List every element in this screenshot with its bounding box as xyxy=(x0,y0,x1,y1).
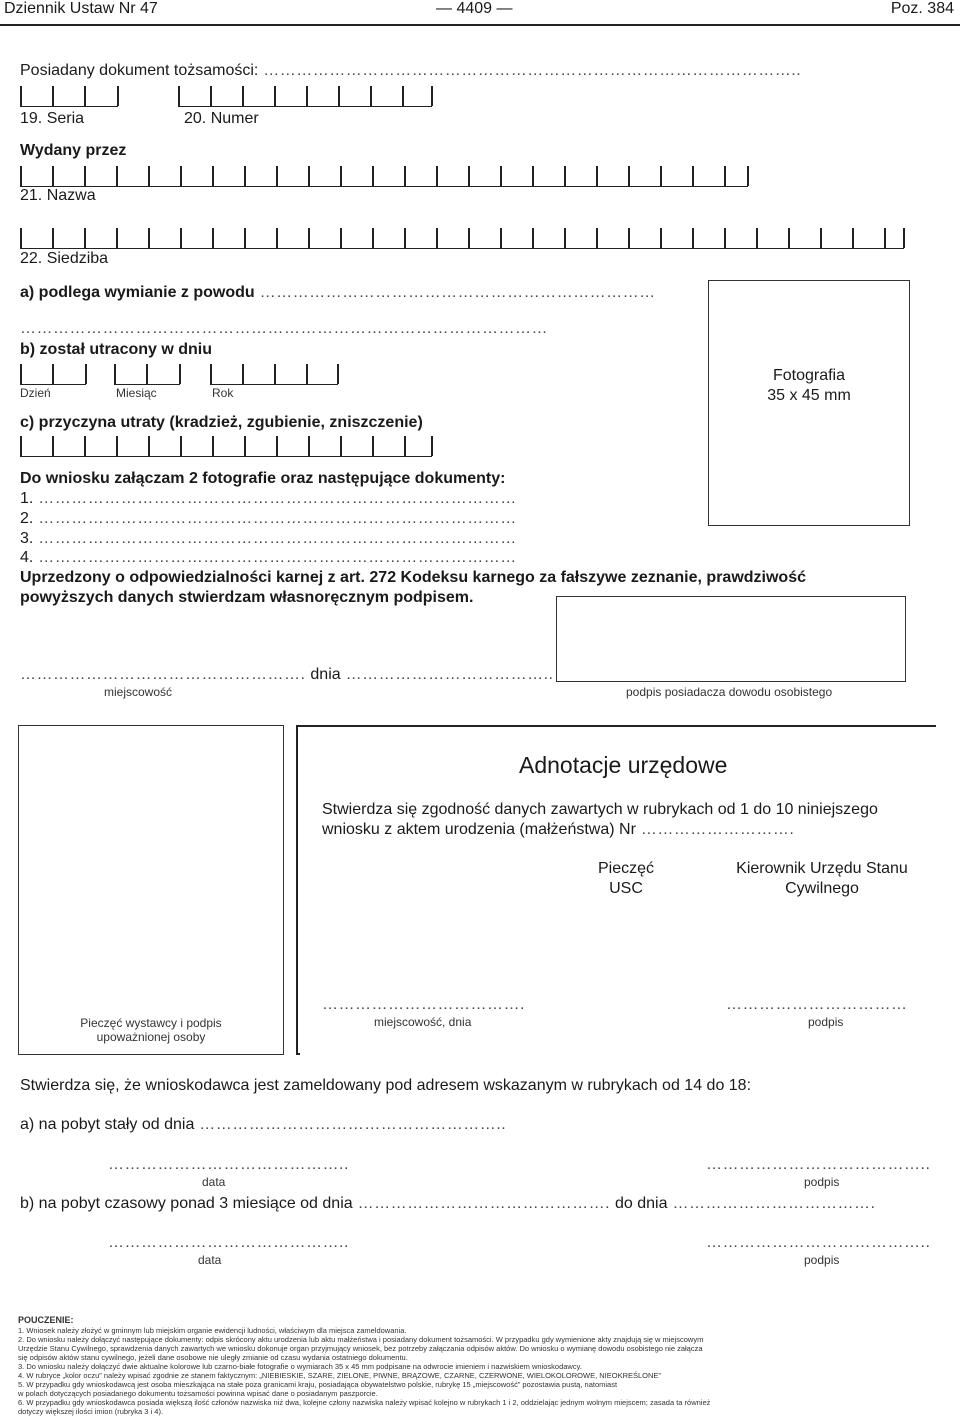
usc-stamp-label: Pieczęć USC xyxy=(597,860,655,897)
number-field[interactable] xyxy=(178,86,432,107)
issuer-name-label: 21. Nazwa xyxy=(20,187,96,204)
liability-warning-line2: powyższych danych stwierdzam własnoręcznym podpisem. xyxy=(20,589,474,606)
page-number: — 4409 — xyxy=(436,0,513,17)
liability-warning-line1: Uprzedzony o odpowiedzialności karnej z art. 272 Kodeksu karnego za fałszywe zeznanie, prawdziwość xyxy=(20,569,806,586)
official-place-date-line[interactable]: ………………………………. xyxy=(322,996,525,1013)
instruction-line: 2. Do wniosku należy dołączyć następujące dokumenty: odpis skrócony aktu urodzenia lub aktu małżeństwa i posiadany dokument tożsamości. W przypadku gdy wymienione akty znajdują się w miejscowym xyxy=(18,1335,704,1344)
issuer-seat-label: 22. Siedziba xyxy=(20,250,109,267)
instruction-line: 3. Do wniosku należy dołączyć dwie aktualne kolorowe lub czarno-białe fotografie o wymiarach 35 x 45 mm podpisane na odwrocie imieniem i nazwiskiem wnioskodawcy. xyxy=(18,1362,582,1371)
instruction-line: 6. W przypadku gdy wnioskodawca posiada większą ilość członów nazwiska niż dwa, kolejne człony nazwiska należy wpisać kolejno w rubrykach 1 i 2, oddzielając jednym wolnym miejscem; zasada ta również xyxy=(18,1398,711,1407)
loss-cause-field[interactable] xyxy=(20,436,432,457)
year-label: Rok xyxy=(212,386,234,400)
instruction-line: 4. W rubryce „kolor oczu” należy wpisać zgodnie ze stanem faktycznym: „NIEBIESKIE, SZARE, ZIELONE, PIWNE, BRĄZOWE, CZARNE, CZERWONE, WIELOKOLOROWE, NIEOKREŚLONE” xyxy=(18,1371,661,1380)
place-date-line[interactable]: ……………………………………………. dnia ……………………………….. xyxy=(20,666,554,683)
compliance-statement-line1: Stwierdza się zgodność danych zawartych w rubrykach od 1 do 10 niniejszego xyxy=(322,801,878,818)
temporary-date-caption: data xyxy=(198,1253,222,1267)
day-label: Dzień xyxy=(20,386,51,400)
instructions-section xyxy=(18,1315,938,1416)
attachments-heading: Do wniosku załączam 2 fotografie oraz następujące dokumenty: xyxy=(20,470,506,487)
registration-statement: Stwierdza się, że wnioskodawca jest zameldowany pod adresem wskazanym w rubrykach od 14 do 18: xyxy=(20,1077,752,1094)
issuer-seat-field[interactable] xyxy=(20,228,904,249)
page-header xyxy=(0,0,960,26)
journal-title: Dziennik Ustaw Nr 47 xyxy=(4,0,158,17)
instructions-heading: POUCZENIE: xyxy=(18,1315,74,1325)
permanent-date-caption: data xyxy=(202,1175,226,1189)
series-label: 19. Seria xyxy=(20,110,85,127)
instruction-line: 5. W przypadku gdy wnioskodawcą jest osoba mieszkająca na stałe poza granicami kraju, posiadająca obywatelstwo polskie, rubrykę 15 „miejscowość” pozostawia pustą, natomiast xyxy=(18,1380,618,1389)
identity-document-label: Posiadany dokument tożsamości: …………………………………………………………………………………….. xyxy=(20,62,802,79)
place-caption: miejscowość xyxy=(104,685,173,699)
registry-head-label: Kierownik Urzędu Stanu Cywilnego xyxy=(736,860,908,897)
compliance-statement-line2[interactable]: wniosku z aktem urodzenia (małżeństwa) Nr ………………………. xyxy=(322,821,795,838)
photo-size: 35 x 45 mm xyxy=(767,387,851,404)
official-annotations-title: Adnotacje urzędowe xyxy=(519,752,728,778)
attachment-item[interactable]: 2. …………………………………………………………………………… xyxy=(20,510,517,527)
attachment-item[interactable]: 4. …………………………………………………………………………… xyxy=(20,549,517,566)
issuer-stamp-caption: Pieczęć wystawcy i podpis upoważnionej osoby xyxy=(80,1016,222,1044)
official-section-bottom-line xyxy=(298,1053,300,1055)
official-section-left-line xyxy=(296,725,298,1055)
attachment-item[interactable]: 3. …………………………………………………………………………… xyxy=(20,530,517,547)
replacement-reason-line[interactable]: …………………………………………………………………………………… xyxy=(20,320,548,337)
temporary-date-line[interactable]: …………………………………….. xyxy=(108,1234,349,1251)
position-number: Poz. 384 xyxy=(890,0,954,17)
official-signature-caption: podpis xyxy=(808,1015,844,1029)
official-section-top-line xyxy=(298,725,936,727)
lost-year-field[interactable] xyxy=(210,364,338,385)
permanent-date-line[interactable]: …………………………………….. xyxy=(108,1156,349,1173)
number-label: 20. Numer xyxy=(184,110,259,127)
loss-cause-label: c) przyczyna utraty (kradzież, zgubienie, zniszczenie) xyxy=(20,414,423,431)
series-field[interactable] xyxy=(20,86,118,107)
lost-day-field[interactable] xyxy=(20,364,86,385)
issuer-name-field[interactable] xyxy=(20,166,748,187)
temporary-signature-line[interactable]: ………………………………….. xyxy=(706,1234,931,1251)
issued-by-heading: Wydany przez xyxy=(20,142,127,159)
instruction-line: Urzędzie Stanu Cywilnego, sprawdzenia danych zawartych we wniosku dokonuje organ przyjmujący wniosek, bez potrzeby załączania odpisów aktów. Do wniosku o wymianę dowodu osobistego nie załącza xyxy=(18,1344,703,1353)
instruction-line: dotyczy większej ilości imion (rubryka 3 i 4). xyxy=(18,1407,164,1416)
lost-date-label: b) został utracony w dniu xyxy=(20,341,213,358)
holder-signature-caption: podpis posiadacza dowodu osobistego xyxy=(626,685,833,699)
attachment-item[interactable]: 1. …………………………………………………………………………… xyxy=(20,490,517,507)
instruction-line: w polach dotyczących posiadanego dokumentu tożsamości powinna wpisać dane o posiadanym paszporcie. xyxy=(18,1389,378,1398)
instruction-line: się odpisów aktów stanu cywilnego, jeżeli dane osobowe nie uległy zmianie od czasu wydania ostatniego dokumentu. xyxy=(18,1353,408,1362)
permanent-residence-line[interactable]: a) na pobyt stały od dnia ……………………………………………….. xyxy=(20,1116,507,1133)
official-signature-line[interactable]: …………………………… xyxy=(726,996,908,1013)
month-label: Miesiąc xyxy=(116,386,157,400)
official-place-date-caption: miejscowość, dnia xyxy=(374,1015,472,1029)
temporary-residence-line[interactable]: b) na pobyt czasowy ponad 3 miesiące od dnia ………………………………………. do dnia ………………………………. xyxy=(20,1195,876,1212)
replacement-reason: a) podlega wymianie z powodu ……………………………………………………………… xyxy=(20,284,656,301)
holder-signature-box[interactable] xyxy=(556,596,906,682)
permanent-signature-caption: podpis xyxy=(804,1175,840,1189)
instruction-line: 1. Wniosek należy złożyć w gminnym lub miejskim organie ewidencji ludności, właściwym dla miejsca zameldowania. xyxy=(18,1326,407,1335)
lost-month-field[interactable] xyxy=(114,364,180,385)
issuer-stamp-box xyxy=(18,725,284,1055)
temporary-signature-caption: podpis xyxy=(804,1253,840,1267)
photo-label: Fotografia xyxy=(772,367,846,384)
permanent-signature-line[interactable]: ………………………………….. xyxy=(706,1156,931,1173)
photo-box xyxy=(708,280,910,526)
